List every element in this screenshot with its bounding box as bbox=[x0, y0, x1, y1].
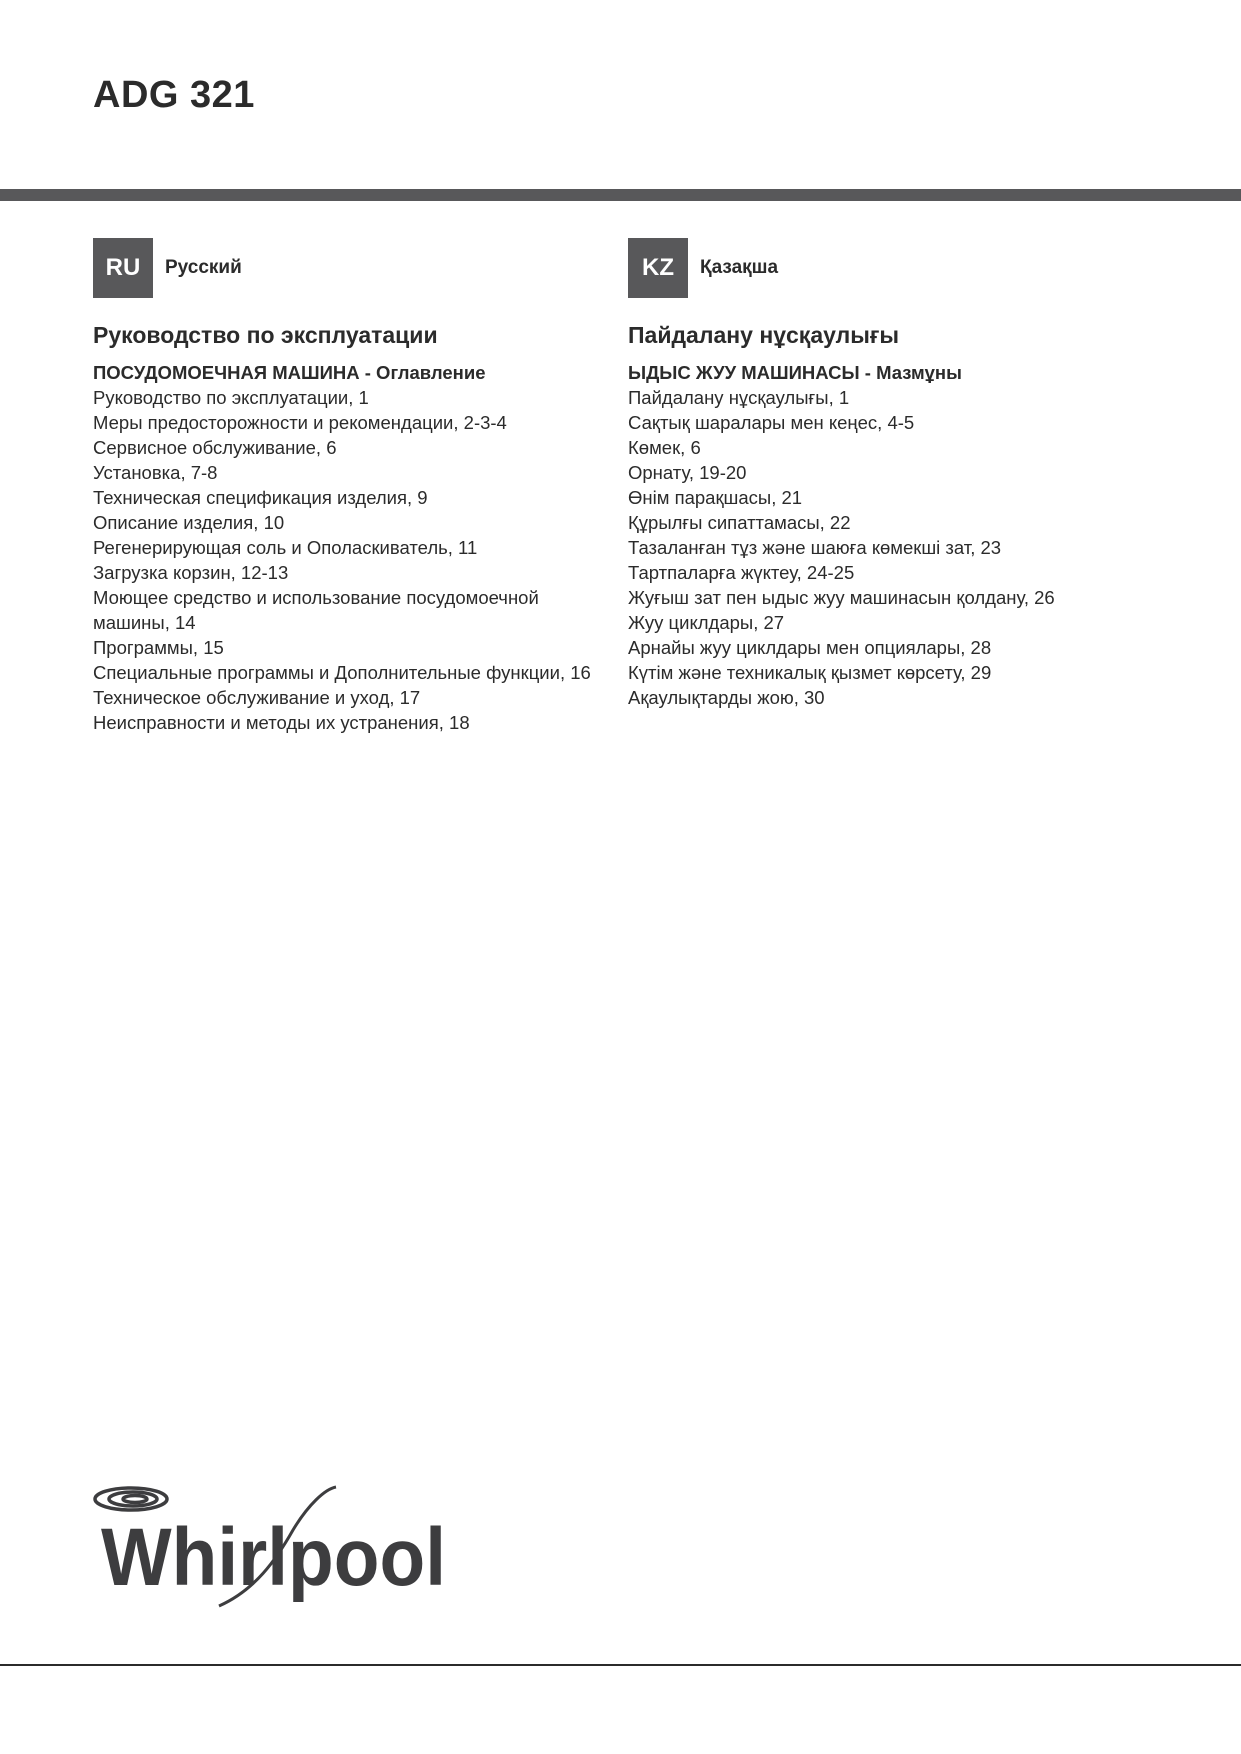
toc-item: Установка, 7-8 bbox=[93, 462, 218, 483]
toc-item: Жуғыш зат пен ыдыс жуу машинасын қолдану, 26 bbox=[628, 587, 1055, 608]
toc-item: Меры предосторожности и рекомендации, 2-3-4 bbox=[93, 412, 507, 433]
toc-item: Күтім және техникалық қызмет көрсету, 29 bbox=[628, 662, 992, 683]
toc-item: Специальные программы и Дополнительные функции, 16 bbox=[93, 662, 591, 683]
toc-item: Техническое обслуживание и уход, 17 bbox=[93, 687, 421, 708]
toc-item: Загрузка корзин, 12-13 bbox=[93, 562, 289, 583]
kazakh-column bbox=[628, 238, 1188, 710]
toc-item: Арнайы жуу циклдары мен опциялары, 28 bbox=[628, 637, 992, 658]
toc-item: Моющее средство и использование посудомоечной машины, 14 bbox=[93, 587, 539, 633]
toc-item: Программы, 15 bbox=[93, 637, 224, 658]
swirl-icon bbox=[95, 1488, 167, 1510]
toc-item: Өнім парақшасы, 21 bbox=[628, 487, 803, 508]
toc-item: Описание изделия, 10 bbox=[93, 512, 285, 533]
toc-item: Руководство по эксплуатации, 1 bbox=[93, 387, 369, 408]
table-of-contents-kz bbox=[628, 385, 1188, 710]
manual-title-kz: Пайдалану нұсқаулығы bbox=[628, 322, 900, 348]
toc-item: Жуу циклдары, 27 bbox=[628, 612, 785, 633]
language-badge-ru: RU bbox=[93, 238, 153, 298]
toc-item: Неисправности и методы их устранения, 18 bbox=[93, 712, 470, 733]
toc-item: Тазаланған тұз және шаюға көмекші зат, 23 bbox=[628, 537, 1002, 558]
toc-item: Пайдалану нұсқаулығы, 1 bbox=[628, 387, 850, 408]
logo-wordmark: Whirlpool bbox=[101, 1512, 446, 1603]
language-name-ru: Русский bbox=[165, 257, 242, 278]
header-divider bbox=[0, 189, 1241, 201]
whirlpool-logo bbox=[93, 1485, 463, 1610]
toc-item: Құрылғы сипаттамасы, 22 bbox=[628, 512, 851, 533]
model-title: ADG 321 bbox=[93, 74, 255, 116]
footer-divider bbox=[0, 1664, 1241, 1666]
kazakh-language-header bbox=[628, 238, 1188, 298]
contents-heading-ru: ПОСУДОМОЕЧНАЯ МАШИНА - Оглавление bbox=[93, 362, 486, 383]
toc-item: Көмек, 6 bbox=[628, 437, 701, 458]
toc-item: Сақтық шаралары мен кеңес, 4-5 bbox=[628, 412, 915, 433]
toc-item: Регенерирующая соль и Ополаскиватель, 11 bbox=[93, 537, 478, 558]
contents-heading-kz: ЫДЫС ЖУУ МАШИНАСЫ - Мазмұны bbox=[628, 362, 962, 383]
toc-item: Техническая спецификация изделия, 9 bbox=[93, 487, 428, 508]
manual-title-ru: Руководство по эксплуатации bbox=[93, 322, 438, 348]
russian-language-header bbox=[93, 238, 593, 298]
toc-item: Тартпаларға жүктеу, 24-25 bbox=[628, 562, 855, 583]
russian-column bbox=[93, 238, 593, 735]
language-name-kz: Қазақша bbox=[700, 257, 779, 278]
table-of-contents-ru bbox=[93, 385, 593, 735]
toc-item: Ақаулықтарды жою, 30 bbox=[628, 687, 825, 708]
toc-item: Орнату, 19-20 bbox=[628, 462, 747, 483]
toc-item: Сервисное обслуживание, 6 bbox=[93, 437, 337, 458]
language-badge-kz: KZ bbox=[628, 238, 688, 298]
